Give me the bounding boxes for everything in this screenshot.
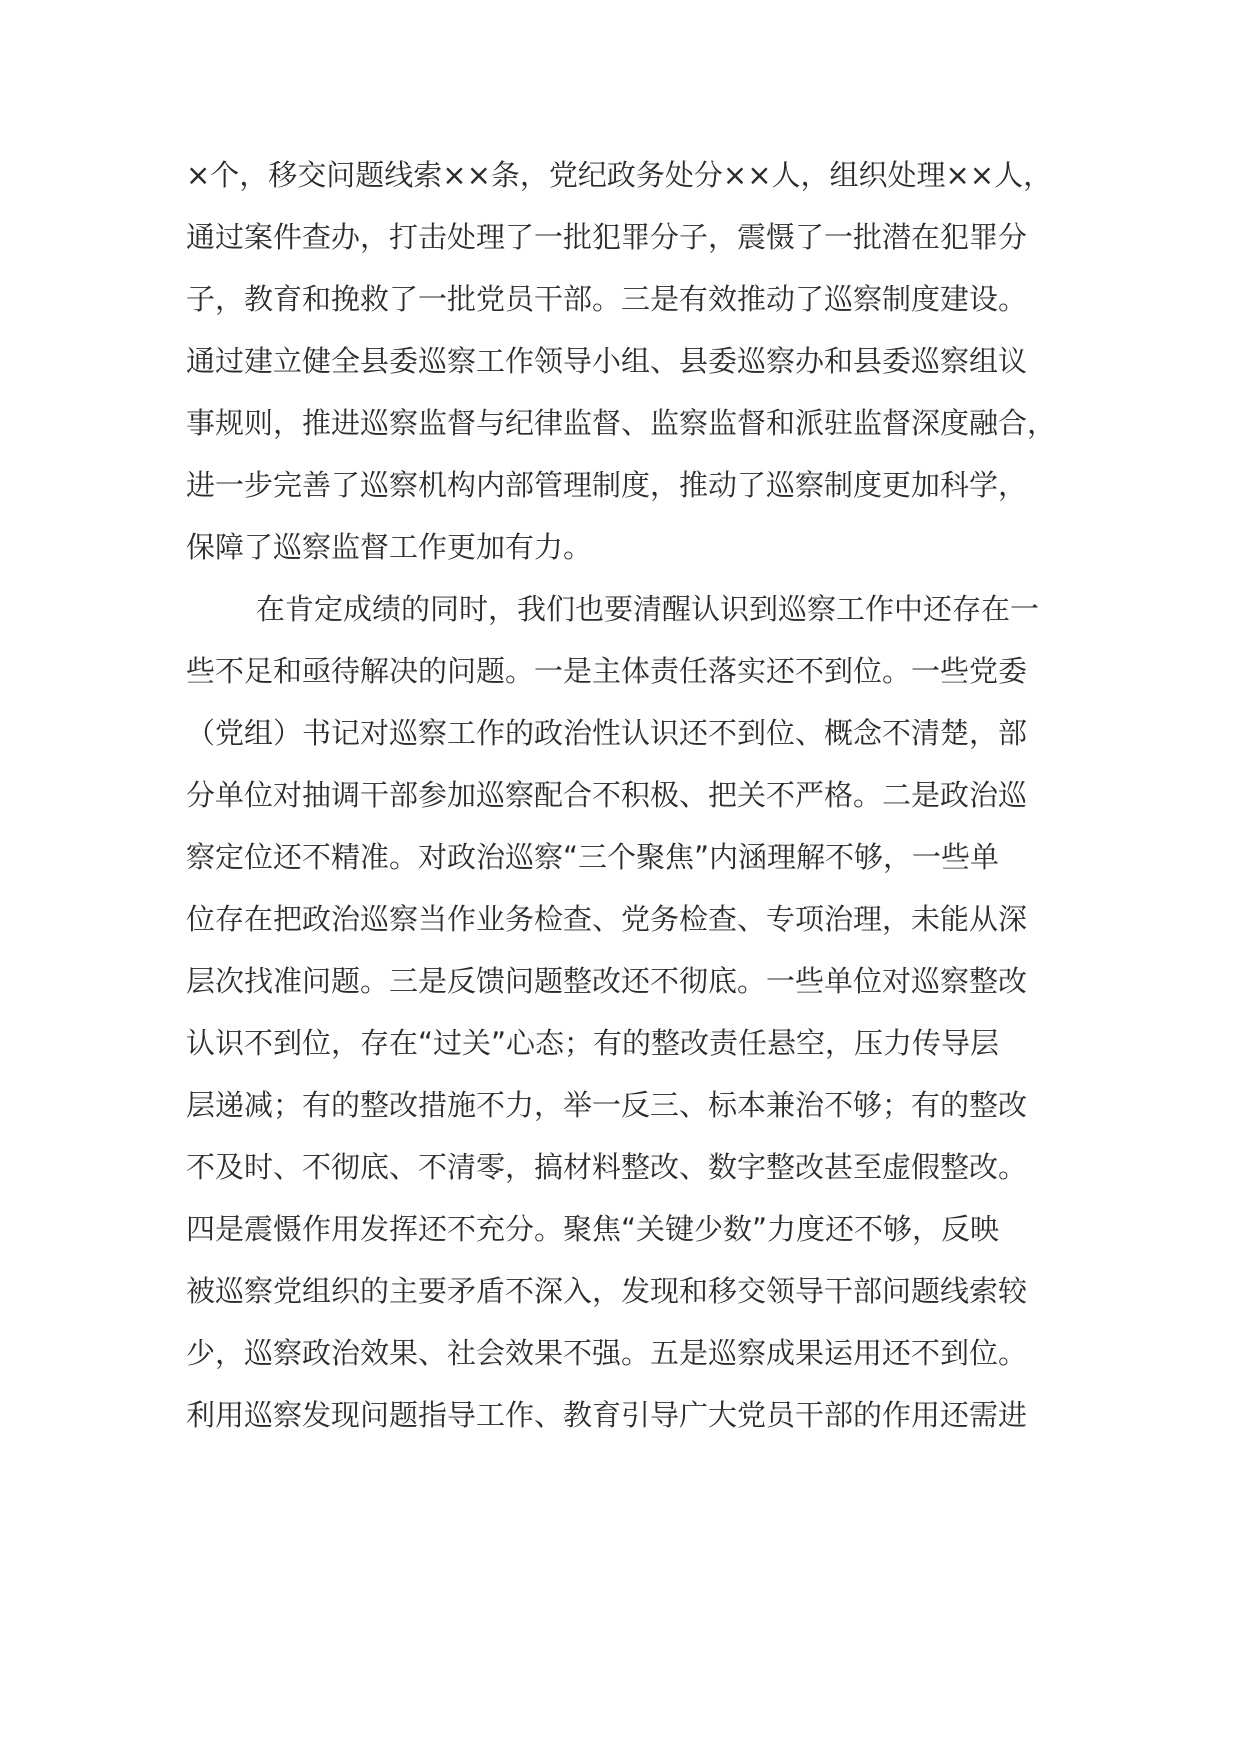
paragraph-2-line-5: 察定位还不精准。对政治巡察“三个聚焦”内涵理解不够，一些单 xyxy=(186,840,1000,874)
paragraph-1-line-6: 进一步完善了巡察机构内部管理制度，推动了巡察制度更加科学， xyxy=(186,468,1028,502)
paragraph-1-line-1: ×个，移交问题线索××条，党纪政务处分××人，组织处理××人， xyxy=(186,158,1053,192)
paragraph-2-line-4: 分单位对抽调干部参加巡察配合不积极、把关不严格。二是政治巡 xyxy=(186,778,1028,812)
paragraph-2-line-1: 在肯定成绩的同时，我们也要清醒认识到巡察工作中还存在一 xyxy=(256,592,1040,626)
paragraph-1-line-4: 通过建立健全县委巡察工作领导小组、县委巡察办和县委巡察组议 xyxy=(186,344,1028,378)
paragraph-1-line-3: 子，教育和挽救了一批党员干部。三是有效推动了巡察制度建设。 xyxy=(186,282,1028,316)
paragraph-1-line-5: 事规则，推进巡察监督与纪律监督、监察监督和派驻监督深度融合， xyxy=(186,406,1057,440)
document-body xyxy=(186,0,1066,1754)
paragraph-2-line-12: 被巡察党组织的主要矛盾不深入，发现和移交领导干部问题线索较 xyxy=(186,1274,1028,1308)
paragraph-2-line-3: （党组）书记对巡察工作的政治性认识还不到位、概念不清楚，部 xyxy=(186,716,1028,750)
paragraph-2-line-7: 层次找准问题。三是反馈问题整改还不彻底。一些单位对巡察整改 xyxy=(186,964,1028,998)
paragraph-2-line-2: 些不足和亟待解决的问题。一是主体责任落实还不到位。一些党委 xyxy=(186,654,1028,688)
paragraph-2-line-13: 少，巡察政治效果、社会效果不强。五是巡察成果运用还不到位。 xyxy=(186,1336,1028,1370)
paragraph-2-line-9: 层递减；有的整改措施不力，举一反三、标本兼治不够；有的整改 xyxy=(186,1088,1028,1122)
paragraph-1-line-2: 通过案件查办，打击处理了一批犯罪分子，震慑了一批潜在犯罪分 xyxy=(186,220,1028,254)
paragraph-2-line-8: 认识不到位，存在“过关”心态；有的整改责任悬空，压力传导层 xyxy=(186,1026,1000,1060)
paragraph-2-line-10: 不及时、不彻底、不清零，搞材料整改、数字整改甚至虚假整改。 xyxy=(186,1150,1028,1184)
paragraph-2-line-11: 四是震慑作用发挥还不充分。聚焦“关键少数”力度还不够，反映 xyxy=(186,1212,1000,1246)
paragraph-2-line-14: 利用巡察发现问题指导工作、教育引导广大党员干部的作用还需进 xyxy=(186,1398,1028,1432)
paragraph-1-line-7: 保障了巡察监督工作更加有力。 xyxy=(186,530,593,564)
paragraph-2-line-6: 位存在把政治巡察当作业务检查、党务检查、专项治理，未能从深 xyxy=(186,902,1028,936)
